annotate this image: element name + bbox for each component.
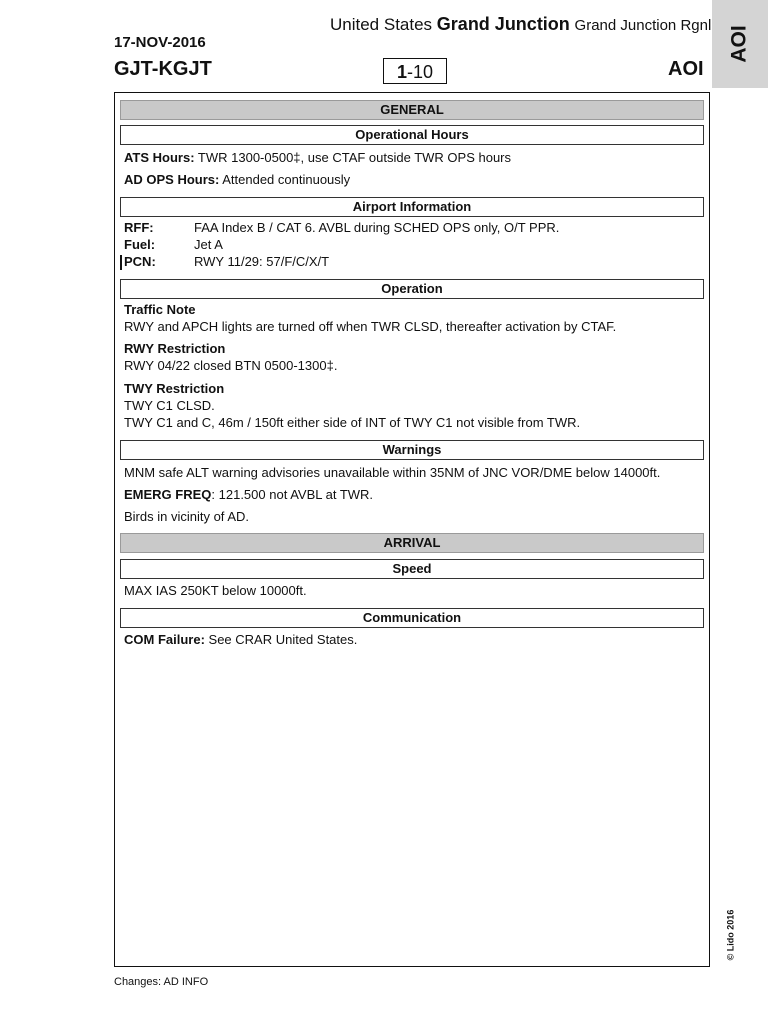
twy-restriction-line-1: TWY C1 CLSD. <box>124 398 215 413</box>
ats-hours-line <box>124 150 511 166</box>
rwy-restriction-text: RWY 04/22 closed BTN 0500-1300‡. <box>124 358 338 373</box>
operational-hours-heading: Operational Hours <box>120 125 704 145</box>
communication-heading: Communication <box>120 608 704 628</box>
pcn-value: RWY 11/29: 57/F/C/X/T <box>194 254 330 269</box>
airport-name: Grand Junction Rgnl <box>574 17 712 34</box>
content-frame <box>114 92 710 967</box>
rff-key: RFF: <box>124 220 154 235</box>
com-failure-line <box>124 632 357 648</box>
copyright-notice <box>718 905 742 965</box>
chart-date: 17-NOV-2016 <box>114 34 206 51</box>
copyright-text: © Lido 2016 <box>725 909 735 961</box>
change-bar <box>120 255 122 270</box>
airport-title <box>330 14 720 40</box>
com-failure-label: COM Failure: <box>124 632 205 647</box>
city-name: Grand Junction <box>436 14 570 34</box>
warnings-line-1: MNM safe ALT warning advisories unavailable within 35NM of JNC VOR/DME below 14000ft. <box>124 465 661 480</box>
fuel-key: Fuel: <box>124 237 156 252</box>
section-code: AOI <box>668 58 704 80</box>
emerg-freq-line <box>124 487 373 503</box>
traffic-note-title <box>124 302 196 318</box>
general-heading: GENERAL <box>120 100 704 120</box>
page-minor: -10 <box>407 62 434 82</box>
ad-ops-hours-value: Attended continuously <box>219 172 351 187</box>
ats-hours-label: ATS Hours: <box>124 150 195 165</box>
speed-heading: Speed <box>120 559 704 579</box>
section-tab-label <box>712 0 768 88</box>
ad-ops-hours-label: AD OPS Hours: <box>124 172 220 187</box>
airport-information-heading: Airport Information <box>120 197 704 217</box>
operation-heading: Operation <box>120 279 704 299</box>
tab-label-text: AOI <box>728 25 751 63</box>
rff-row <box>124 220 559 236</box>
pcn-row <box>124 254 329 270</box>
emerg-freq-value: : 121.500 not AVBL at TWR. <box>211 487 374 502</box>
changes-note: Changes: AD INFO <box>114 976 209 988</box>
twy-restriction-line-2: TWY C1 and C, 46m / 150ft either side of INT of TWY C1 not visible from TWR. <box>124 415 581 430</box>
airport-ident: GJT-KGJT <box>114 58 212 80</box>
rff-value: FAA Index B / CAT 6. AVBL during SCHED OPS only, O/T PPR. <box>194 220 560 235</box>
ad-ops-hours-line <box>124 172 350 188</box>
country-name: United States <box>330 15 433 34</box>
com-failure-value: See CRAR United States. <box>204 632 358 647</box>
twy-restriction-title-text: TWY Restriction <box>124 381 225 396</box>
fuel-row <box>124 237 223 253</box>
speed-text: MAX IAS 250KT below 10000ft. <box>124 583 307 598</box>
pcn-key: PCN: <box>124 254 156 269</box>
warnings-heading: Warnings <box>120 440 704 460</box>
page-major: 1 <box>396 62 407 82</box>
rwy-restriction-title <box>124 341 225 357</box>
emerg-freq-label: EMERG FREQ <box>124 487 212 502</box>
twy-restriction-title <box>124 381 224 397</box>
fuel-value: Jet A <box>194 237 223 252</box>
traffic-note-title-text: Traffic Note <box>124 302 196 317</box>
ats-hours-value: TWR 1300-0500‡, use CTAF outside TWR OPS hours <box>194 150 512 165</box>
arrival-heading: ARRIVAL <box>120 533 704 553</box>
traffic-note-text: RWY and APCH lights are turned off when TWR CLSD, thereafter activation by CTAF. <box>124 319 617 334</box>
page-number-box <box>383 58 447 84</box>
rwy-restriction-title-text: RWY Restriction <box>124 341 226 356</box>
warnings-line-3: Birds in vicinity of AD. <box>124 509 249 524</box>
